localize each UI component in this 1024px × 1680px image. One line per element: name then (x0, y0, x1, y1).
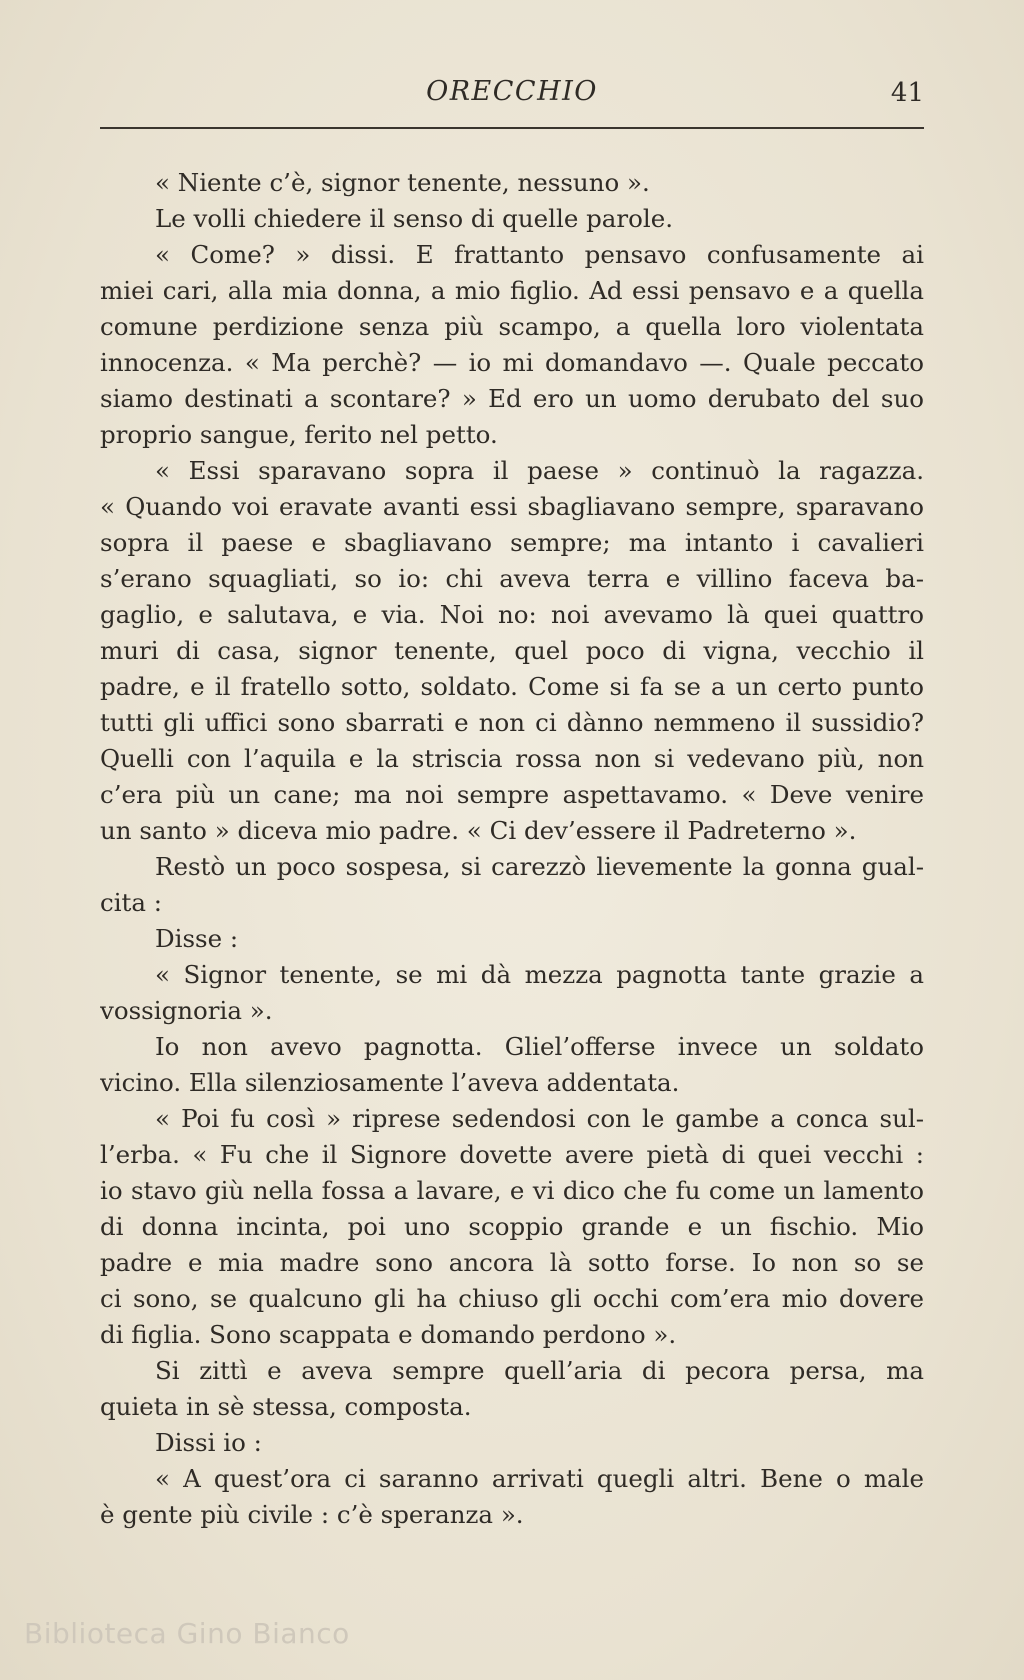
text-line: gaglio, e salutava, e via. Noi no: noi avevamo là quei quattro (100, 600, 924, 629)
text-line: tutti gli uffici sono sbarrati e non ci dànno nemmeno il sussidio? (100, 708, 924, 737)
header-rule (100, 127, 924, 129)
text-line: Le volli chiedere il senso di quelle parole. (155, 204, 673, 233)
text-line: proprio sangue, ferito nel petto. (100, 420, 498, 449)
paragraph (100, 1353, 924, 1425)
text-line: è gente più civile : c’è speranza ». (100, 1500, 524, 1529)
library-watermark: Biblioteca Gino Bianco (24, 1617, 350, 1650)
paragraph (100, 1101, 924, 1353)
body-text (100, 165, 924, 1533)
text-line: « Come? » dissi. E frattanto pensavo confusamente ai (155, 240, 924, 269)
text-line: un santo » diceva mio padre. « Ci dev’essere il Padreterno ». (100, 816, 857, 845)
text-line: c’era più un cane; ma noi sempre aspettavamo. « Deve venire (100, 780, 924, 809)
text-line: « Signor tenente, se mi dà mezza pagnotta tante grazie a (155, 960, 924, 989)
paragraph (100, 201, 924, 237)
text-line: vossignoria ». (100, 996, 273, 1025)
text-line: Dissi io : (155, 1428, 262, 1457)
text-line: comune perdizione senza più scampo, a quella loro violentata (100, 312, 924, 341)
text-line: s’erano squagliati, so io: chi aveva terra e villino faceva ba- (100, 564, 924, 593)
running-title: ORECCHIO (426, 76, 598, 107)
text-line: Si zittì e aveva sempre quell’aria di pecora persa, ma (155, 1356, 924, 1385)
text-line: di donna incinta, poi uno scoppio grande e un fischio. Mio (100, 1212, 924, 1241)
text-line: di figlia. Sono scappata e domando perdono ». (100, 1320, 677, 1349)
text-line: ci sono, se qualcuno gli ha chiuso gli occhi com’era mio dovere (100, 1284, 924, 1313)
page-number: 41 (890, 78, 924, 108)
text-line: muri di casa, signor tenente, quel poco di vigna, vecchio il (100, 636, 924, 665)
text-line: sopra il paese e sbagliavano sempre; ma intanto i cavalieri (100, 528, 924, 557)
paragraph (100, 453, 924, 849)
paragraph (100, 165, 924, 201)
text-line: Quelli con l’aquila e la striscia rossa non si vedevano più, non (100, 744, 924, 773)
paragraph (100, 1029, 924, 1101)
paragraph (100, 957, 924, 1029)
text-line: « Essi sparavano sopra il paese » continuò la ragazza. (155, 456, 924, 485)
text-line: Io non avevo pagnotta. Gliel’offerse invece un soldato (155, 1032, 924, 1061)
text-line: io stavo giù nella fossa a lavare, e vi dico che fu come un lamento (100, 1176, 924, 1205)
text-line: cita : (100, 888, 163, 917)
text-line: padre e mia madre sono ancora là sotto forse. Io non so se (100, 1248, 924, 1277)
paragraph (100, 921, 924, 957)
text-line: Restò un poco sospesa, si carezzò lievemente la gonna gual- (155, 852, 924, 881)
text-line: vicino. Ella silenziosamente l’aveva addentata. (100, 1068, 680, 1097)
paragraph (100, 849, 924, 921)
paragraph (100, 1461, 924, 1533)
text-line: « Quando voi eravate avanti essi sbagliavano sempre, sparavano (100, 492, 924, 521)
text-line: miei cari, alla mia donna, a mio figlio. Ad essi pensavo e a quella (100, 276, 924, 305)
text-line: « Poi fu così » riprese sedendosi con le gambe a conca sul- (155, 1104, 924, 1133)
page-header (100, 76, 924, 116)
text-line: padre, e il fratello sotto, soldato. Come si fa se a un certo punto (100, 672, 924, 701)
paragraph (100, 1425, 924, 1461)
text-line: « Niente c’è, signor tenente, nessuno ». (155, 168, 650, 197)
text-line: Disse : (155, 924, 239, 953)
text-line: siamo destinati a scontare? » Ed ero un uomo derubato del suo (100, 384, 924, 413)
paragraph (100, 237, 924, 453)
text-line: l’erba. « Fu che il Signore dovette avere pietà di quei vecchi : (100, 1140, 924, 1169)
text-line: « A quest’ora ci saranno arrivati quegli altri. Bene o male (155, 1464, 924, 1493)
text-line: quieta in sè stessa, composta. (100, 1392, 472, 1421)
text-line: innocenza. « Ma perchè? — io mi domandavo —. Quale peccato (100, 348, 924, 377)
